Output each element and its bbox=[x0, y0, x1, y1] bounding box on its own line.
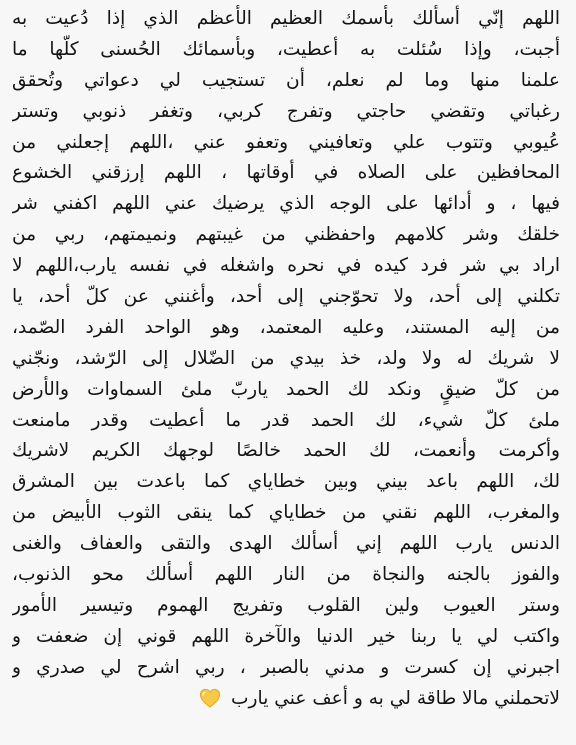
text-line-3: علمنا منها وما لم نعلم، أن تستجيب لي دعواتي وتُحقق bbox=[12, 69, 560, 91]
text-line-12: لا شريك له ولا ولد، خذ بيدي من الضّلال إلى الرّشد، ونجّني bbox=[12, 347, 560, 369]
text-line-15: وأكرمت وأنعمت، لك الحمد خالصًا لوجهك الكريم لاشريك bbox=[12, 440, 560, 462]
text-line-21: واكتب لي يا ربنا خير الدنيا والآخرة اللهم قوني إن ضعفت و bbox=[12, 625, 560, 647]
text-line-2: أجبت، وإذا سُئلت به أعطيت، وبأسمائك الحُسنى كلّها ما bbox=[12, 38, 560, 60]
text-line-23-text: لاتحملني مالا طاقة لي به و أعف عني يارب bbox=[231, 687, 560, 709]
text-line-14: ملئ كلّ شيء، لك الحمد قدر ما أعطيت وقدر مامنعت bbox=[12, 409, 560, 431]
text-line-16: لك، اللهم باعد بيني وبين خطاياي كما باعدت بين المشرق bbox=[12, 471, 560, 493]
text-line-13: من كلّ ضيقٍ ونكد لك الحمد ياربّ ملئ السماوات والأرض bbox=[12, 378, 560, 400]
text-line-10: تكلني إلى أحد، ولا تحوّجني إلى أحد، وأغنني عن كلّ أحد، يا bbox=[12, 286, 560, 308]
text-line-8: خلقك وشر كلامهم واحفظني من غيبتهم ونميمتهم، ربي من bbox=[12, 224, 560, 246]
text-line-19: والفوز بالجنه والنجاة من النار اللهم أسألك محو الذنوب، bbox=[12, 564, 560, 586]
text-line-20: وستر العيوب ولين القلوب وتفريج الهموم وتيسير الأمور bbox=[12, 594, 560, 616]
text-line-9: اراد بي شر فرد كيده في نحره واشغله في نفسه يارب،اللهم لا bbox=[12, 255, 560, 277]
text-line-5: عُيوبي وتتوب علي وتعافيني وتعفو عني ،اللهم إجعلني من bbox=[12, 131, 560, 153]
text-line-6: المحافظين على الصلاه في أوقاتها ، اللهم إرزقني الخشوع bbox=[12, 162, 560, 184]
yellow-heart-icon bbox=[199, 688, 221, 708]
supplication-text bbox=[12, 4, 560, 714]
text-line-1: اللهم إنّي أسألك بأسمك العظيم الأعظم الذي إذا دُعيت به bbox=[12, 8, 560, 29]
text-line-23 bbox=[12, 684, 560, 715]
text-line-11: من إليه المستند، وعليه المعتمد، وهو الواحد الفرد الصّمد، bbox=[12, 316, 560, 338]
text-line-17: والمغرب، اللهم نقني من خطاياي كما ينقى الثوب الأبيض من bbox=[12, 502, 560, 524]
text-line-4: رغباتي وتقضي حاجتي وتفرج كربي، وتغفر ذنوبي وتستر bbox=[12, 100, 560, 122]
text-line-18: الدنس يارب اللهم إني أسألك الهدى والتقى والعفاف والغنى bbox=[12, 533, 560, 555]
text-line-22: اجبرني إن كسرت و مدني بالصبر ، ربي اشرح لي صدري و bbox=[12, 656, 560, 678]
text-line-7: فيها ، و أدائها على الوجه الذي يرضيك عني اللهم اكفني شر bbox=[12, 193, 560, 215]
